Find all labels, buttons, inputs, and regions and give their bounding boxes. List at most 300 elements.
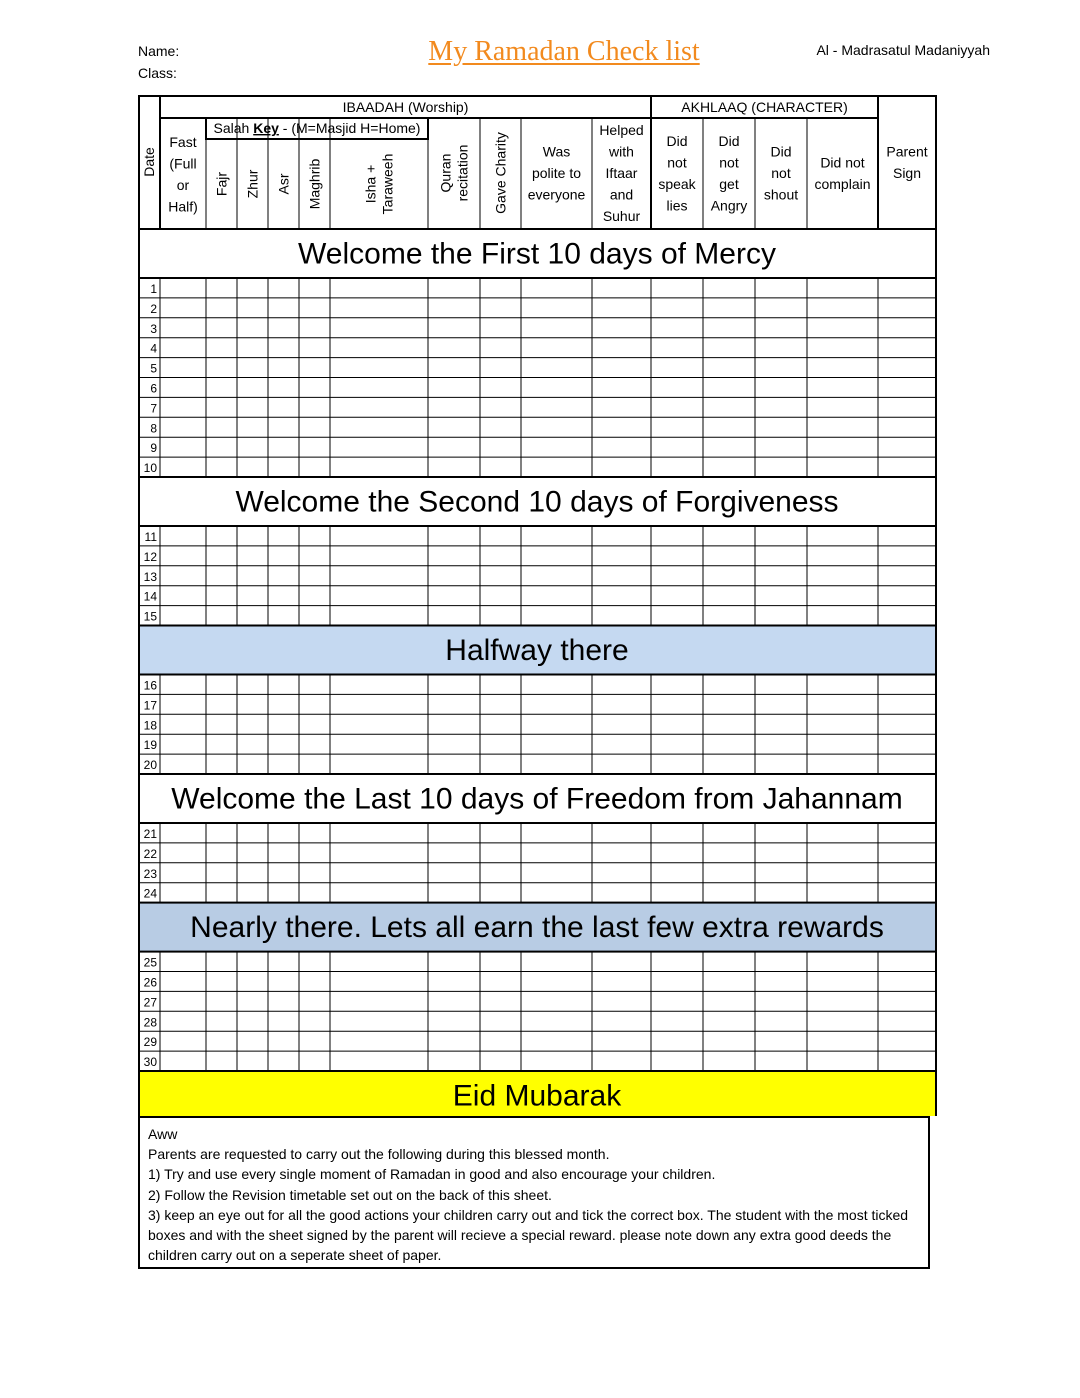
tick-cell[interactable] (878, 1011, 936, 1031)
tick-cell[interactable] (703, 338, 755, 358)
tick-cell[interactable] (878, 318, 936, 338)
tick-cell[interactable] (878, 397, 936, 417)
tick-cell[interactable] (592, 972, 651, 992)
tick-cell[interactable] (480, 863, 521, 883)
tick-cell[interactable] (592, 1011, 651, 1031)
tick-cell[interactable] (160, 714, 206, 734)
tick-cell[interactable] (299, 318, 330, 338)
tick-cell[interactable] (592, 298, 651, 318)
tick-cell[interactable] (206, 883, 237, 903)
tick-cell[interactable] (592, 437, 651, 457)
tick-cell[interactable] (755, 675, 807, 695)
tick-cell[interactable] (299, 358, 330, 378)
tick-cell[interactable] (299, 586, 330, 606)
tick-cell[interactable] (268, 823, 299, 843)
tick-cell[interactable] (428, 863, 480, 883)
tick-cell[interactable] (755, 566, 807, 586)
tick-cell[interactable] (878, 457, 936, 477)
tick-cell[interactable] (521, 457, 592, 477)
tick-cell[interactable] (237, 1011, 268, 1031)
tick-cell[interactable] (592, 526, 651, 546)
tick-cell[interactable] (592, 694, 651, 714)
tick-cell[interactable] (521, 566, 592, 586)
tick-cell[interactable] (592, 278, 651, 298)
tick-cell[interactable] (428, 338, 480, 358)
tick-cell[interactable] (206, 318, 237, 338)
tick-cell[interactable] (428, 378, 480, 398)
tick-cell[interactable] (755, 1051, 807, 1071)
tick-cell[interactable] (592, 417, 651, 437)
tick-cell[interactable] (480, 883, 521, 903)
tick-cell[interactable] (480, 754, 521, 774)
tick-cell[interactable] (480, 546, 521, 566)
tick-cell[interactable] (299, 378, 330, 398)
tick-cell[interactable] (237, 675, 268, 695)
tick-cell[interactable] (878, 278, 936, 298)
tick-cell[interactable] (428, 754, 480, 774)
tick-cell[interactable] (237, 378, 268, 398)
tick-cell[interactable] (521, 437, 592, 457)
tick-cell[interactable] (299, 566, 330, 586)
tick-cell[interactable] (237, 318, 268, 338)
tick-cell[interactable] (807, 437, 878, 457)
tick-cell[interactable] (428, 823, 480, 843)
tick-cell[interactable] (755, 378, 807, 398)
tick-cell[interactable] (755, 991, 807, 1011)
tick-cell[interactable] (206, 358, 237, 378)
tick-cell[interactable] (651, 278, 703, 298)
tick-cell[interactable] (480, 675, 521, 695)
tick-cell[interactable] (807, 1031, 878, 1051)
tick-cell[interactable] (237, 754, 268, 774)
tick-cell[interactable] (206, 278, 237, 298)
tick-cell[interactable] (703, 278, 755, 298)
tick-cell[interactable] (755, 606, 807, 626)
tick-cell[interactable] (206, 952, 237, 972)
tick-cell[interactable] (592, 378, 651, 398)
tick-cell[interactable] (299, 1051, 330, 1071)
tick-cell[interactable] (592, 338, 651, 358)
tick-cell[interactable] (521, 546, 592, 566)
tick-cell[interactable] (703, 823, 755, 843)
tick-cell[interactable] (160, 526, 206, 546)
tick-cell[interactable] (237, 843, 268, 863)
tick-cell[interactable] (592, 1031, 651, 1051)
tick-cell[interactable] (268, 566, 299, 586)
tick-cell[interactable] (878, 1051, 936, 1071)
tick-cell[interactable] (878, 546, 936, 566)
tick-cell[interactable] (206, 566, 237, 586)
tick-cell[interactable] (521, 526, 592, 546)
tick-cell[interactable] (428, 1051, 480, 1071)
tick-cell[interactable] (206, 714, 237, 734)
tick-cell[interactable] (330, 546, 428, 566)
tick-cell[interactable] (268, 863, 299, 883)
tick-cell[interactable] (268, 675, 299, 695)
tick-cell[interactable] (428, 457, 480, 477)
tick-cell[interactable] (206, 863, 237, 883)
tick-cell[interactable] (160, 338, 206, 358)
tick-cell[interactable] (299, 397, 330, 417)
tick-cell[interactable] (330, 397, 428, 417)
tick-cell[interactable] (268, 437, 299, 457)
tick-cell[interactable] (237, 586, 268, 606)
tick-cell[interactable] (651, 417, 703, 437)
tick-cell[interactable] (755, 883, 807, 903)
tick-cell[interactable] (592, 754, 651, 774)
tick-cell[interactable] (237, 437, 268, 457)
tick-cell[interactable] (330, 338, 428, 358)
tick-cell[interactable] (268, 754, 299, 774)
tick-cell[interactable] (268, 338, 299, 358)
tick-cell[interactable] (878, 437, 936, 457)
tick-cell[interactable] (807, 378, 878, 398)
tick-cell[interactable] (755, 952, 807, 972)
tick-cell[interactable] (268, 358, 299, 378)
tick-cell[interactable] (755, 546, 807, 566)
tick-cell[interactable] (521, 714, 592, 734)
tick-cell[interactable] (755, 714, 807, 734)
tick-cell[interactable] (703, 606, 755, 626)
tick-cell[interactable] (206, 417, 237, 437)
tick-cell[interactable] (237, 298, 268, 318)
tick-cell[interactable] (703, 457, 755, 477)
tick-cell[interactable] (755, 298, 807, 318)
tick-cell[interactable] (330, 952, 428, 972)
tick-cell[interactable] (268, 318, 299, 338)
tick-cell[interactable] (807, 397, 878, 417)
tick-cell[interactable] (807, 1011, 878, 1031)
tick-cell[interactable] (428, 694, 480, 714)
tick-cell[interactable] (755, 823, 807, 843)
tick-cell[interactable] (521, 417, 592, 437)
tick-cell[interactable] (592, 586, 651, 606)
tick-cell[interactable] (755, 457, 807, 477)
tick-cell[interactable] (299, 417, 330, 437)
tick-cell[interactable] (703, 417, 755, 437)
tick-cell[interactable] (651, 1051, 703, 1071)
tick-cell[interactable] (268, 1031, 299, 1051)
tick-cell[interactable] (878, 586, 936, 606)
tick-cell[interactable] (428, 526, 480, 546)
tick-cell[interactable] (206, 437, 237, 457)
tick-cell[interactable] (480, 734, 521, 754)
tick-cell[interactable] (703, 694, 755, 714)
tick-cell[interactable] (299, 972, 330, 992)
tick-cell[interactable] (268, 991, 299, 1011)
tick-cell[interactable] (521, 278, 592, 298)
tick-cell[interactable] (703, 734, 755, 754)
tick-cell[interactable] (703, 566, 755, 586)
class-label[interactable]: Class: (138, 65, 177, 81)
tick-cell[interactable] (651, 883, 703, 903)
tick-cell[interactable] (807, 278, 878, 298)
tick-cell[interactable] (268, 457, 299, 477)
tick-cell[interactable] (299, 843, 330, 863)
tick-cell[interactable] (480, 991, 521, 1011)
tick-cell[interactable] (206, 586, 237, 606)
tick-cell[interactable] (330, 437, 428, 457)
tick-cell[interactable] (651, 972, 703, 992)
tick-cell[interactable] (703, 952, 755, 972)
tick-cell[interactable] (237, 457, 268, 477)
tick-cell[interactable] (480, 972, 521, 992)
tick-cell[interactable] (651, 863, 703, 883)
tick-cell[interactable] (521, 843, 592, 863)
tick-cell[interactable] (521, 991, 592, 1011)
tick-cell[interactable] (237, 397, 268, 417)
tick-cell[interactable] (755, 863, 807, 883)
tick-cell[interactable] (651, 694, 703, 714)
tick-cell[interactable] (299, 823, 330, 843)
tick-cell[interactable] (651, 675, 703, 695)
tick-cell[interactable] (755, 526, 807, 546)
tick-cell[interactable] (160, 1051, 206, 1071)
tick-cell[interactable] (268, 278, 299, 298)
tick-cell[interactable] (807, 863, 878, 883)
tick-cell[interactable] (651, 606, 703, 626)
tick-cell[interactable] (878, 566, 936, 586)
tick-cell[interactable] (206, 457, 237, 477)
tick-cell[interactable] (755, 586, 807, 606)
tick-cell[interactable] (480, 1011, 521, 1031)
tick-cell[interactable] (521, 883, 592, 903)
tick-cell[interactable] (206, 397, 237, 417)
tick-cell[interactable] (330, 734, 428, 754)
tick-cell[interactable] (160, 754, 206, 774)
tick-cell[interactable] (268, 714, 299, 734)
tick-cell[interactable] (521, 358, 592, 378)
tick-cell[interactable] (299, 278, 330, 298)
tick-cell[interactable] (807, 566, 878, 586)
tick-cell[interactable] (206, 526, 237, 546)
tick-cell[interactable] (268, 526, 299, 546)
tick-cell[interactable] (480, 952, 521, 972)
tick-cell[interactable] (592, 991, 651, 1011)
tick-cell[interactable] (299, 1031, 330, 1051)
tick-cell[interactable] (651, 358, 703, 378)
tick-cell[interactable] (330, 1031, 428, 1051)
tick-cell[interactable] (703, 1011, 755, 1031)
tick-cell[interactable] (480, 358, 521, 378)
tick-cell[interactable] (755, 278, 807, 298)
tick-cell[interactable] (299, 952, 330, 972)
tick-cell[interactable] (755, 694, 807, 714)
tick-cell[interactable] (299, 714, 330, 734)
tick-cell[interactable] (160, 566, 206, 586)
tick-cell[interactable] (206, 823, 237, 843)
tick-cell[interactable] (592, 318, 651, 338)
tick-cell[interactable] (160, 1011, 206, 1031)
tick-cell[interactable] (651, 318, 703, 338)
tick-cell[interactable] (480, 843, 521, 863)
tick-cell[interactable] (330, 675, 428, 695)
tick-cell[interactable] (237, 863, 268, 883)
tick-cell[interactable] (299, 883, 330, 903)
tick-cell[interactable] (480, 1031, 521, 1051)
tick-cell[interactable] (703, 883, 755, 903)
tick-cell[interactable] (299, 526, 330, 546)
tick-cell[interactable] (878, 298, 936, 318)
tick-cell[interactable] (592, 952, 651, 972)
tick-cell[interactable] (592, 566, 651, 586)
tick-cell[interactable] (651, 546, 703, 566)
tick-cell[interactable] (206, 675, 237, 695)
tick-cell[interactable] (480, 457, 521, 477)
tick-cell[interactable] (160, 397, 206, 417)
tick-cell[interactable] (299, 991, 330, 1011)
tick-cell[interactable] (330, 586, 428, 606)
tick-cell[interactable] (160, 952, 206, 972)
tick-cell[interactable] (330, 457, 428, 477)
tick-cell[interactable] (480, 714, 521, 734)
tick-cell[interactable] (521, 338, 592, 358)
tick-cell[interactable] (755, 338, 807, 358)
tick-cell[interactable] (651, 991, 703, 1011)
tick-cell[interactable] (592, 358, 651, 378)
tick-cell[interactable] (807, 754, 878, 774)
tick-cell[interactable] (268, 546, 299, 566)
tick-cell[interactable] (299, 457, 330, 477)
tick-cell[interactable] (428, 972, 480, 992)
tick-cell[interactable] (521, 1051, 592, 1071)
tick-cell[interactable] (521, 586, 592, 606)
tick-cell[interactable] (480, 694, 521, 714)
tick-cell[interactable] (299, 338, 330, 358)
tick-cell[interactable] (807, 694, 878, 714)
tick-cell[interactable] (651, 843, 703, 863)
tick-cell[interactable] (268, 417, 299, 437)
tick-cell[interactable] (330, 843, 428, 863)
tick-cell[interactable] (651, 437, 703, 457)
tick-cell[interactable] (428, 843, 480, 863)
tick-cell[interactable] (237, 991, 268, 1011)
tick-cell[interactable] (755, 1031, 807, 1051)
tick-cell[interactable] (480, 378, 521, 398)
tick-cell[interactable] (878, 358, 936, 378)
tick-cell[interactable] (268, 378, 299, 398)
tick-cell[interactable] (521, 972, 592, 992)
tick-cell[interactable] (755, 843, 807, 863)
tick-cell[interactable] (268, 883, 299, 903)
tick-cell[interactable] (878, 694, 936, 714)
tick-cell[interactable] (268, 843, 299, 863)
tick-cell[interactable] (428, 883, 480, 903)
tick-cell[interactable] (160, 298, 206, 318)
tick-cell[interactable] (268, 1011, 299, 1031)
tick-cell[interactable] (299, 694, 330, 714)
tick-cell[interactable] (878, 338, 936, 358)
tick-cell[interactable] (206, 754, 237, 774)
tick-cell[interactable] (480, 417, 521, 437)
tick-cell[interactable] (592, 546, 651, 566)
tick-cell[interactable] (878, 526, 936, 546)
tick-cell[interactable] (330, 754, 428, 774)
tick-cell[interactable] (521, 863, 592, 883)
tick-cell[interactable] (206, 546, 237, 566)
tick-cell[interactable] (428, 437, 480, 457)
tick-cell[interactable] (268, 606, 299, 626)
tick-cell[interactable] (703, 1031, 755, 1051)
tick-cell[interactable] (651, 734, 703, 754)
tick-cell[interactable] (268, 397, 299, 417)
tick-cell[interactable] (592, 675, 651, 695)
tick-cell[interactable] (807, 1051, 878, 1071)
tick-cell[interactable] (206, 298, 237, 318)
tick-cell[interactable] (480, 318, 521, 338)
tick-cell[interactable] (521, 378, 592, 398)
tick-cell[interactable] (206, 338, 237, 358)
tick-cell[interactable] (703, 358, 755, 378)
tick-cell[interactable] (592, 457, 651, 477)
tick-cell[interactable] (237, 338, 268, 358)
tick-cell[interactable] (428, 714, 480, 734)
tick-cell[interactable] (703, 437, 755, 457)
tick-cell[interactable] (651, 1011, 703, 1031)
tick-cell[interactable] (160, 417, 206, 437)
tick-cell[interactable] (268, 694, 299, 714)
tick-cell[interactable] (428, 298, 480, 318)
tick-cell[interactable] (703, 526, 755, 546)
tick-cell[interactable] (878, 883, 936, 903)
tick-cell[interactable] (237, 278, 268, 298)
tick-cell[interactable] (330, 694, 428, 714)
tick-cell[interactable] (237, 714, 268, 734)
tick-cell[interactable] (428, 397, 480, 417)
tick-cell[interactable] (160, 358, 206, 378)
tick-cell[interactable] (703, 714, 755, 734)
tick-cell[interactable] (299, 298, 330, 318)
tick-cell[interactable] (480, 823, 521, 843)
tick-cell[interactable] (299, 863, 330, 883)
tick-cell[interactable] (330, 278, 428, 298)
tick-cell[interactable] (807, 417, 878, 437)
tick-cell[interactable] (703, 675, 755, 695)
tick-cell[interactable] (160, 378, 206, 398)
tick-cell[interactable] (299, 437, 330, 457)
tick-cell[interactable] (268, 952, 299, 972)
tick-cell[interactable] (807, 298, 878, 318)
tick-cell[interactable] (237, 734, 268, 754)
tick-cell[interactable] (807, 823, 878, 843)
tick-cell[interactable] (160, 991, 206, 1011)
tick-cell[interactable] (428, 675, 480, 695)
tick-cell[interactable] (521, 694, 592, 714)
tick-cell[interactable] (807, 734, 878, 754)
tick-cell[interactable] (755, 972, 807, 992)
tick-cell[interactable] (206, 606, 237, 626)
tick-cell[interactable] (330, 378, 428, 398)
tick-cell[interactable] (160, 675, 206, 695)
tick-cell[interactable] (330, 566, 428, 586)
tick-cell[interactable] (807, 843, 878, 863)
tick-cell[interactable] (807, 991, 878, 1011)
tick-cell[interactable] (592, 734, 651, 754)
tick-cell[interactable] (878, 606, 936, 626)
tick-cell[interactable] (651, 397, 703, 417)
tick-cell[interactable] (807, 526, 878, 546)
tick-cell[interactable] (521, 675, 592, 695)
tick-cell[interactable] (268, 1051, 299, 1071)
tick-cell[interactable] (428, 566, 480, 586)
tick-cell[interactable] (160, 734, 206, 754)
tick-cell[interactable] (160, 457, 206, 477)
tick-cell[interactable] (206, 1011, 237, 1031)
tick-cell[interactable] (237, 417, 268, 437)
tick-cell[interactable] (651, 586, 703, 606)
tick-cell[interactable] (299, 675, 330, 695)
tick-cell[interactable] (480, 606, 521, 626)
